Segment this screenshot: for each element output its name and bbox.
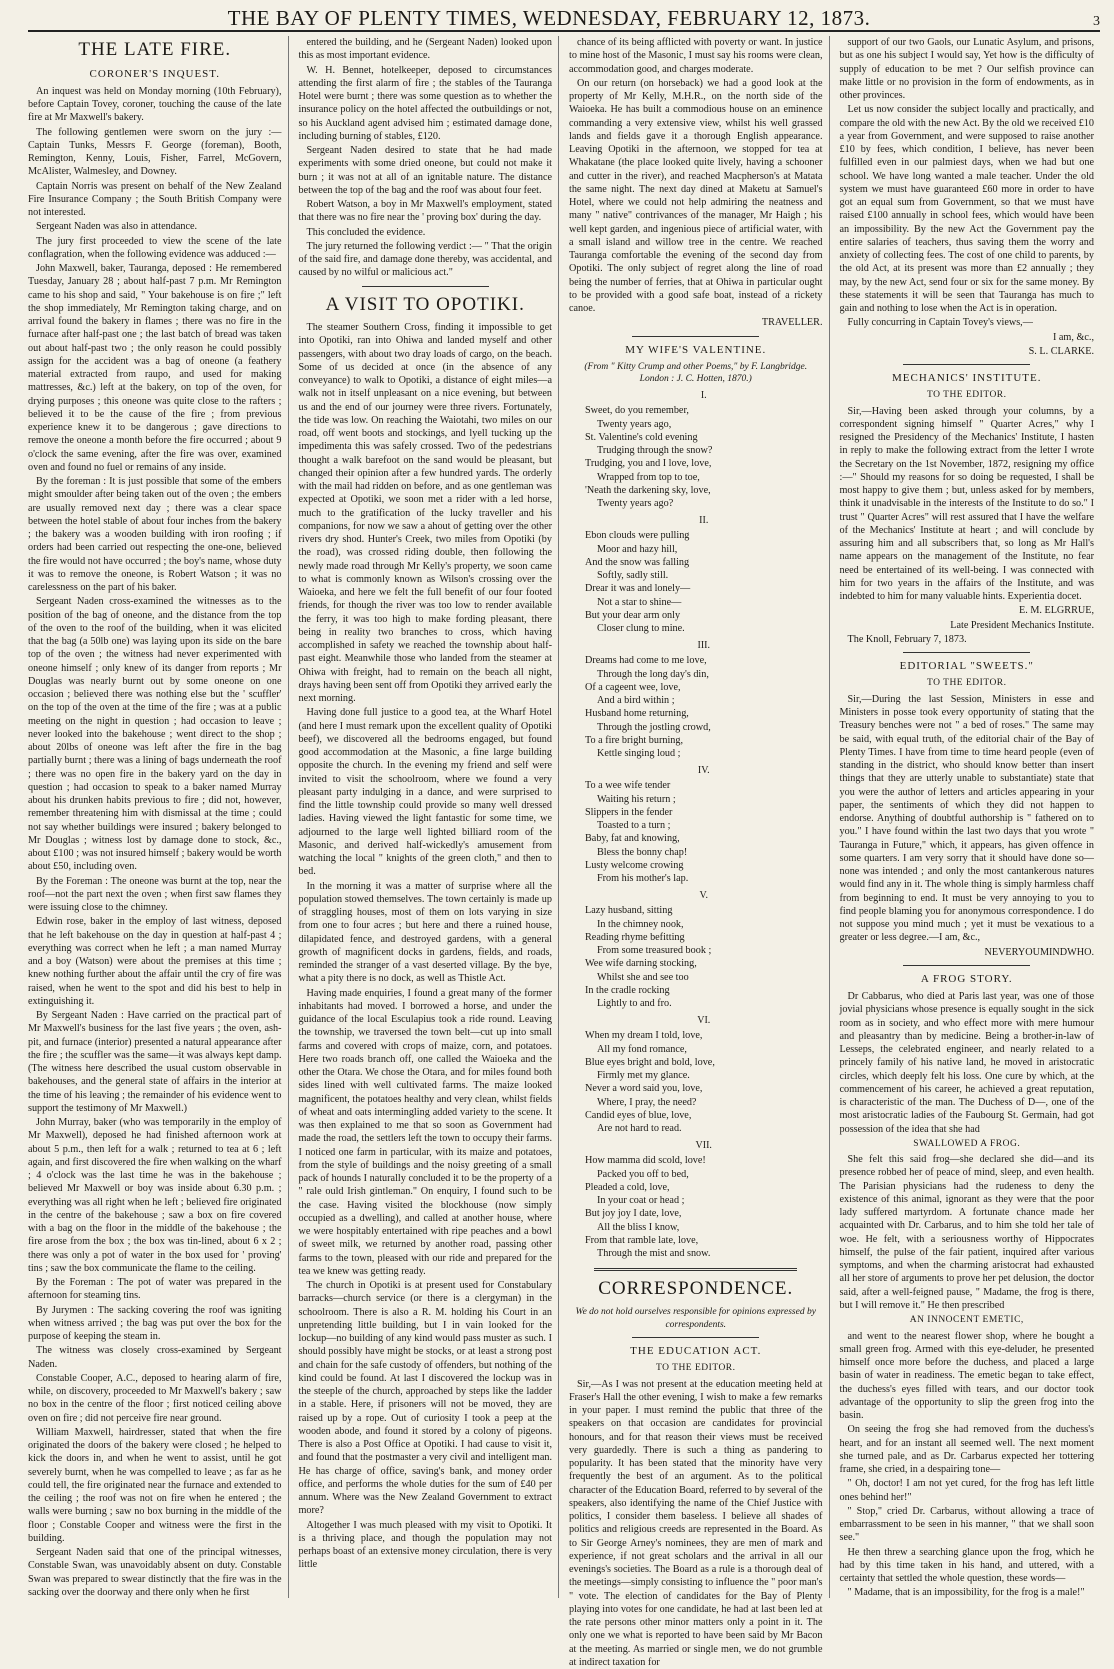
- article-frog-2: [840, 1153, 1095, 1312]
- poem-stanzas: [569, 389, 823, 1260]
- paragraph: The witness was closely cross-examined by Sergeant Naden.: [28, 1344, 282, 1371]
- stanza-number: II.: [585, 514, 823, 527]
- poem-line: Husband home returning,: [585, 707, 823, 720]
- poem-line: Kettle singing loud ;: [585, 747, 823, 760]
- paragraph: Dr Cabbarus, who died at Paris last year, was one of those jovial physicians whose presence is equally sought in the sick room as in society, and who effect more with mere humour and pleasantry than by medicine. Being a brother-in-law of Lesseps, the celebrated engineer, and nearly related to a princely family of his native land, he moved in aristocratic circles, which deeply felt his loss. One cure by which, at the commencement of his career, he achieved a great reputation, is characteristic of the man. The Duchess of D—, one of the most aristocratic ladies of the Faubourg St. Germain, had got possession of the idea that she had: [840, 990, 1095, 1136]
- paragraph: Sir,—Having been asked through your columns, by a correspondent signing himself " Quarter Acres," why I resigned the Presidency of the Mechanics' Institute, I hasten in reply to make the following extract from the letter I wrote the Secretary on the 1st November, 1872, resigning my office :—" Should my reasons for so doing be requested, I shall be most happy to give them ; but, unless asked for by members, think it unadvisable in the interests of the Institute to do so." I trust " Quarter Acres" will rest assured that I have the welfare of the Mechanics' Institute at heart ; and will conclude by assuring him and all subscribers that, so long as Mr Hall's name appears on the management of the Institute, no fear need be entertained of its well-being. I was connected with him for two years in the affairs of the Institute, and was indebted to him for many valuable hints. Experientia docet.: [840, 405, 1095, 604]
- paragraph: " Stop," cried Dr. Carbarus, without allowing a trace of embarrassment to be seen in his manner, " that we shall soon see.": [840, 1505, 1095, 1545]
- article-frog: [840, 990, 1095, 1136]
- headline-correspondence: CORRESPONDENCE.: [569, 1277, 823, 1302]
- poem-line: Sweet, do you remember,: [585, 404, 823, 417]
- paragraph: John Maxwell, baker, Tauranga, deposed : He remembered Tuesday, January 28 ; about half-past 7 p.m. Mr Remington came to his shop and said, " Your bakehouse is on fire ;" left the shop immediately, Mr Remington taking charge, and on arrival found the bakery in flames ; there was no fire in the furnace after half-past one ; the last batch of bread was taken out about half-past two ; the only reason he could possibly assign for the accident was a bag of oneone (a feathery material extracted from raupo, and used for making mattresses, &c.) left at the bakery, on top of the oven, for drying purposes ; this oneone was quite close to the rafters ; believed it to be the cause of the fire ; from previous experience knew it to be dangerous ; gave directions to remove the oneone a month before the fire occurred ; about 9 o'clock the same evening, after the fire was over, examined oven and found no fuel or remains of any inside.: [28, 262, 282, 474]
- poem-line: Trudging, you and I love, love,: [585, 457, 823, 470]
- poem-line: Wrapped from top to toe,: [585, 471, 823, 484]
- divider: [903, 965, 1030, 966]
- headline-late-fire: THE LATE FIRE.: [28, 38, 282, 63]
- poem-line: From some treasured book ;: [585, 944, 823, 957]
- paragraph: chance of its being afflicted with poverty or want. In justice to mine host of the Masonic, I must say his rooms were clean, accommodation good, and charges moderate.: [569, 36, 823, 76]
- column-4: [840, 36, 1101, 1598]
- poem-line: Moor and hazy hill,: [585, 543, 823, 556]
- poem-line: Pleaded a cold, love,: [585, 1181, 823, 1194]
- poem-line: From that ramble late, love,: [585, 1234, 823, 1247]
- poem-line: In the chimney nook,: [585, 918, 823, 931]
- paragraph: The church in Opotiki is at present used for Constabulary barracks—church service (or there is a clergyman) in the schoolroom. There is also a R. M. holding his Court in an unpretending little building, but I in vain looked for the lockup—no building of any kind would pass muster as such. I should possibly have might be stocks, or at least a strong post and chain for the safe custody of offenders, but nothing of the kind could be found. At last I discovered the lockup was in the steeple of the church, approached by steps like the ladder in a stable. Here, if prisoners will not be moved, they are raised up by a rope. Out of curiosity I took a peep at the wooden abode, and found it stored by a colony of pigeons. There is also a Post Office at Opotiki. I had cause to visit it, and found that the postmaster a very civil and intelligent man. He has charge of office, saving's bank, and money order office, and performs the whole duties for the sum of £40 per annum. Where was the New Zealand Government to extract more?: [299, 1279, 553, 1518]
- page-number: 3: [1070, 14, 1100, 30]
- paragraph: Sergeant Naden said that one of the principal witnesses, Constable Swan, was unavoidably absent on duty. Constable Swan was prepared to swear distinctly that the fire was in the sacking over the doorway and there only when he first: [28, 1546, 282, 1599]
- paragraph: John Murray, baker (who was temporarily in the employ of Mr Maxwell), deposed he had finished afternoon work at about 5 p.m., then left for a walk ; returned to tea at 6 ; left again, and first discovered the fire when walking on the wharf ; 4 o'clock was the last time he was in the bakehouse ; believed Mr Maxwell or boy was inside about 6.30 p.m. ; everything was all right when he left ; believed fire originated in the centre of the bakehouse ; saw a box on fire covered with a bag on the floor in the middle of the bakehouse ; the fire arose from the box ; the box was tin-lined, about 6 x 2 ; there was only a pot of water in the box used for ' proving' tins ; saw the box communicate the flame to the ceiling.: [28, 1116, 282, 1275]
- poem-line: Reading rhyme befitting: [585, 931, 823, 944]
- poem-line: From his mother's lap.: [585, 872, 823, 885]
- poem-line: Drear it was and lonely—: [585, 582, 823, 595]
- paragraph: Constable Cooper, A.C., deposed to hearing alarm of fire, while, on discovery, proceeded to Mr Maxwell's bakery ; saw no box in the centre of the floor ; first noticed ceiling above oven on fire ; did not perceive fire near ground.: [28, 1372, 282, 1425]
- headline-valentine: MY WIFE'S VALENTINE.: [569, 343, 823, 357]
- paragraph: On our return (on horseback) we had a good look at the property of Mr Kelly, M.H.R., on the north side of the Waioeka. He has built a commodious house on an eminence commanding a very extensive view, whilst his well grassed lands and fields gave it a thorough English appearance. Leaving Opotiki in the afternoon, we stopped for tea at Whakatane (the place looked quite lively, having a schooner and cutter in the river), and reached Macpherson's at Matata the same night. The next day dined at Maketu at Samuel's Hotel, where we could not help admiring the neatness and many " native" contrivances of the manager, Mr Haigh ; his well kept garden, and ingenious piece of artificial water, with a small island and willow tree in the centre. We reached Tauranga comfortable the evening of the second day from Opotiki. The only subject of regret along the line of road being the number of ferries, that at Ohiwa in particular ought to be provided with a good safe boat, instead of a rickety canoe.: [569, 77, 823, 316]
- poem-line: Whilst she and see too: [585, 971, 823, 984]
- poem-line: Closer clung to mine.: [585, 622, 823, 635]
- poem-line: In your coat or head ;: [585, 1194, 823, 1207]
- to-the-editor: TO THE EDITOR.: [569, 1362, 823, 1374]
- headline-mechanics: MECHANICS' INSTITUTE.: [840, 371, 1095, 385]
- signature-traveller: TRAVELLER.: [569, 316, 823, 329]
- poem-line: To a wee wife tender: [585, 779, 823, 792]
- poem-line: Through the jostling crowd,: [585, 721, 823, 734]
- letter-signoff: I am, &c.,: [840, 331, 1095, 344]
- poem-line: Not a star to shine—: [585, 596, 823, 609]
- article-opotiki-continued: [569, 36, 823, 315]
- divider: [632, 1337, 759, 1338]
- paragraph: In the morning it was a matter of surprise where all the population stowed themselves. The town certainly is made up of straggling houses, most of them on lots varying in size from one to four acres ; but here and there a ruined house, dilapidated fence, and destroyed gardens, with a general growth of magnificent docks in gardens, fields, and roads, reminded the stranger of a vast deserted village. By the bye, what a pity there is no dock, as well as Thistle Act.: [299, 880, 553, 986]
- paragraph: Having made enquiries, I found a great many of the former inhabitants had moved. I borrowed a horse, and under the guidance of the local Esculapius took a ride round. Leaving the township, we traversed the town belt—cut up into small farms and covered with crops of maize, corn, and potatoes. Here two roads branch off, one called the Waioeka and the other the Otara. We chose the Otara, and for miles found both sides lined with well cultivated farms. The maize looked magnificent, the potatoes healthy and very clean, whilst fields of wheat and oats intermingling added variety to the scene. It was then explained to me that so soon as Government had made the road, the settlers left the town to occupy their farms. I noticed one farm in particular, with its maize and potatoes, from the style of buildings and the noisy greeting of a small pack of hounds I naturally concluded it to be the property of a " rale ould Irish gintleman." On enquiry, I found such to be the case. Having visited the blockhouse (now simply occupied as a dwelling), and called at another house, where we were hospitably entertained with ripe peaches and a bowl of sweet milk, we returned by another road, passing other farms to the town, pleased with our ride and prepared for the tea we knew was getting ready.: [299, 987, 553, 1279]
- signature-clarke: S. L. CLARKE.: [840, 345, 1095, 358]
- letter-education-continued: [840, 36, 1095, 330]
- headline-education-act: THE EDUCATION ACT.: [569, 1344, 823, 1358]
- poem-line: Are not hard to read.: [585, 1122, 823, 1135]
- column-1: [28, 36, 289, 1598]
- poem-line: Blue eyes bright and bold, love,: [585, 1056, 823, 1069]
- poem-line: St. Valentine's cold evening: [585, 431, 823, 444]
- signature-sweets: NEVERYOUMINDWHO.: [840, 946, 1095, 959]
- column-3: [569, 36, 830, 1598]
- poem-stanza: [585, 389, 823, 510]
- paragraph: " Madame, that is an impossibility, for the frog is a male!": [840, 1586, 1095, 1599]
- to-the-editor: TO THE EDITOR.: [840, 677, 1095, 689]
- poem-stanza: [585, 1139, 823, 1260]
- poem-line: Softly, sadly still.: [585, 569, 823, 582]
- poem-line: Twenty years ago,: [585, 418, 823, 431]
- poem-line: Where, I pray, the need?: [585, 1096, 823, 1109]
- poem-stanza: [585, 1014, 823, 1135]
- paragraph: Altogether I was much pleased with my visit to Opotiki. It is a thriving place, and though the population may not perhaps boast of an extensive money circulation, there is very little: [299, 1519, 553, 1572]
- poem-line: Dreams had come to me love,: [585, 654, 823, 667]
- divider: [632, 336, 759, 337]
- paragraph: By Sergeant Naden : Have carried on the practical part of Mr Maxwell's business for the last five years ; the oven, ash-pit, and furnace (interior) presented a natural appearance after the fire ; the scuffler was the same—it was always kept damp. (The witness here described the usual custom observable in bakehouses, and the general state of affairs in the interior at the time of his leaving ; the remainder of his evidence went to support the testimony of Mr Maxwell.): [28, 1009, 282, 1115]
- paragraph: entered the building, and he (Sergeant Naden) looked upon this as most important evidence.: [299, 36, 553, 63]
- paragraph: Sergeant Naden was also in attendance.: [28, 220, 282, 233]
- poem-line: All the bliss I know,: [585, 1221, 823, 1234]
- poem-line: Twenty years ago?: [585, 497, 823, 510]
- paragraph: He then threw a searching glance upon the frog, which he had by this time taken in his hand, and uttered, with a certainty that settled the whole question, these words—: [840, 1546, 1095, 1586]
- poem-line: But your dear arm only: [585, 609, 823, 622]
- poem-line: Trudging through the snow?: [585, 444, 823, 457]
- divider: [903, 652, 1030, 653]
- poem-line: Lightly to and fro.: [585, 997, 823, 1010]
- paragraph: By Jurymen : The sacking covering the roof was igniting when witness arrived ; the bag was put over the box for the purpose of keeping the steam in.: [28, 1304, 282, 1344]
- paragraph: This concluded the evidence.: [299, 226, 553, 239]
- paragraph: The jury first proceeded to view the scene of the late conflagration, when the following evidence was adduced :—: [28, 235, 282, 262]
- letter-place-date: The Knoll, February 7, 1873.: [840, 633, 1095, 646]
- paragraph: Having done full justice to a good tea, at the Wharf Hotel (and here I must remark upon the excellent quality of Opotiki beef), we discovered all the bedrooms engaged, but found good accommodation at the Masonic, a fine large building opposite the church. In the evening my friend and self were invited to visit the schoolroom, where we found a very pleasant party indulging in a dance, and were surprised to find the little township could provide so many well dressed ladies. Having viewed the light fantastic for some time, we adjourned to the large well lighted billiard room of the Masonic, and derived half-wickedly's amusement from watching the local " knights of the green cloth," and then to bed.: [299, 706, 553, 878]
- paragraph: Sergeant Naden desired to state that he had made experiments with some dried oneone, but could not make it burn ; it was not at all of an ignitable nature. The distance between the top of the bag and the roof was about four feet.: [299, 144, 553, 197]
- subhead-emetic: AN INNOCENT EMETIC,: [840, 1314, 1095, 1326]
- paragraph: Sergeant Naden cross-examined the witnesses as to the position of the bag of oneone, and the distance from the top of the oven to the roof of the building, when it was elicited that the bag (a 50lb one) was laying upon its side on the bare top of the oven ; the witness had never experimented with oneone himself ; only knew of its danger from reports ; Mr Douglas was nearly burnt out by some oneone on one occasion ; believed there was nothing else but the ' scuffler' on the top of the oven at the time of the fire ; was at a public meeting on the night in question ; had occasion to leave ; never looked into the bakehouse ; went direct to the shop ; about 20lbs of oneone was left after the fire in the bag partially burnt ; there was a lining of bags underneath the roof ; there was no open fire in the bakery yard on the day in question ; had occasion to speak to a baker named Murray about his drunken habits previous to fire ; did not, however, remember threatening him with dismissal at the time ; could not say whether buildings were insured ; bakery belonged to Mr Douglas ; witness lost by damage done to stock, &c., about £100 ; was not insured himself ; bakery would be worth about £50, including oven.: [28, 595, 282, 873]
- poem-line: When my dream I told, love,: [585, 1029, 823, 1042]
- poem-line: Toasted to a turn ;: [585, 819, 823, 832]
- paragraph: W. H. Bennet, hotelkeeper, deposed to circumstances attending the first alarm of fire ; the stables of the Tauranga Hotel were burnt ; there was some question as to whether the insurance policy on the hotel affected the outbuildings or not, so his Auckland agent advised him ; estimated damage done, including burning of stables, £120.: [299, 64, 553, 144]
- poem-line: Baby, fat and knowing,: [585, 832, 823, 845]
- paragraph: and went to the nearest flower shop, where he bought a small green frog. Armed with this eye-deluder, he presented himself once more before the duchess, and placed a large basin of water in readiness. The emetic began to take effect, the duchess's eyes filled with tears, and our doctor took advantage of the opportunity to slip the green frog into the basin.: [840, 1330, 1095, 1423]
- article-frog-3: [840, 1330, 1095, 1600]
- paragraph: Let us now consider the subject locally and practically, and compare the old with the new Act. By the old we received £10 a year from Government, and were supposed to raise another £10 by fees, which condition, I believe, has never been fulfilled even in our palmiest days, when we had but one school. We have long wanted a male teacher. Under the old system we must have guaranteed £60 more in order to have got an equal sum from Government, so that we must have raised £100 annually in school fees, which would have been an impossibility. By the new Act the Government pay the entire salaries of teachers, thus saving them the worry and anxiety of collecting fees. The cost of one child to parents, by the old Act, at its present was more than £2 annually ; they may, by the new Act, send four or six for the same money. By these statements it will be seen that Tauranga has much to gain and nothing to lose when the Act is in operation.: [840, 103, 1095, 315]
- poem-line: 'Neath the darkening sky, love,: [585, 484, 823, 497]
- columns: [28, 36, 1100, 1598]
- to-the-editor: TO THE EDITOR.: [840, 389, 1095, 401]
- article-late-fire-continued: [299, 36, 553, 280]
- poem-line: But joy joy I date, love,: [585, 1207, 823, 1220]
- poem-line: Wee wife darning stocking,: [585, 957, 823, 970]
- article-opotiki: [299, 321, 553, 1572]
- poem-line: Ebon clouds were pulling: [585, 529, 823, 542]
- paragraph: Fully concurring in Captain Tovey's views,—: [840, 316, 1095, 329]
- stanza-number: VI.: [585, 1014, 823, 1027]
- poem-line: And a bird within ;: [585, 694, 823, 707]
- poem-line: In the cradle rocking: [585, 984, 823, 997]
- poem-line: Through the long day's din,: [585, 668, 823, 681]
- stanza-number: VII.: [585, 1139, 823, 1152]
- paragraph: By the Foreman : The pot of water was prepared in the afternoon for steaming tins.: [28, 1276, 282, 1303]
- letter-mechanics: [840, 405, 1095, 604]
- headline-opotiki: A VISIT TO OPOTIKI.: [299, 293, 553, 318]
- poem-line: How mamma did scold, love!: [585, 1154, 823, 1167]
- subhead-inquest: CORONER'S INQUEST.: [28, 67, 282, 81]
- poem-line: Firmly met my glance.: [585, 1069, 823, 1082]
- article-late-fire: [28, 85, 282, 1599]
- paragraph: The following gentlemen were sworn on the jury :—Captain Tunks, Messrs F. George (foreman), Booth, Remington, Kenny, Louis, Fisher, Farrel, McGovern, McAlister, Walmesley, and Downey.: [28, 126, 282, 179]
- column-2: [299, 36, 560, 1598]
- poem-line: Packed you off to bed,: [585, 1168, 823, 1181]
- letter-education: [569, 1378, 823, 1669]
- stanza-number: III.: [585, 639, 823, 652]
- paragraph: Edwin rose, baker in the employ of last witness, deposed that he left bakehouse on the day in question at half-past 4 ; everything was correct when he left ; a man named Murray and a boy (Watson) were about the premises at this time ; knew nothing further about the affair until the cry of fire was raised, when he went to the spot and did his best to help in extinguishing it.: [28, 915, 282, 1008]
- divider: [903, 364, 1030, 365]
- masthead: [28, 6, 1100, 32]
- paragraph: By the Foreman : The oneone was burnt at the top, near the roof—not the part next the oven ; when first saw flames they were issuing close to the chimney.: [28, 875, 282, 915]
- subhead-swallowed-frog: SWALLOWED A FROG.: [840, 1138, 1095, 1150]
- poem-line: To a fire bright burning,: [585, 734, 823, 747]
- poem-line: Waiting his return ;: [585, 793, 823, 806]
- poem-line: Bless the bonny chap!: [585, 846, 823, 859]
- masthead-title: THE BAY OF PLENTY TIMES, WEDNESDAY, FEBRUARY 12, 1873.: [28, 6, 1070, 31]
- divider: [362, 286, 489, 287]
- paragraph: " Oh, doctor! I am not yet cured, for the frog has left little ones behind her!": [840, 1477, 1095, 1504]
- paragraph: The jury returned the following verdict :— " That the origin of the said fire, and damage done thereby, was accidental, and caused by no wilful or malicious act.": [299, 240, 553, 280]
- paragraph: support of our two Gaols, our Lunatic Asylum, and prisons, but as one his subject I would say, Yet how is the difficulty of supply of education to be met ? Our selfish province can make little or no provision in the form of endowments, as in other provinces.: [840, 36, 1095, 102]
- paragraph: On seeing the frog she had removed from the duchess's heart, and for an instant all seemed well. The next moment she turned pale, and as Dr. Carbarus expected her tottering frame, she cried, in a despairing tone—: [840, 1423, 1095, 1476]
- poem-line: Never a word said you, love,: [585, 1082, 823, 1095]
- poem-stanza: [585, 889, 823, 1010]
- paragraph: By the foreman : It is just possible that some of the embers might smoulder after being taken out of the oven ; the embers are usually removed next day ; there was a clear space between the hotel stable of about four inches from the bakery ; the bakery was a wooden building with iron roofing ; if orders had been carried out respecting the one-one, believed the fire would not have occurred ; the boy's name, whose duty it was to remove the oneone, is Robert Watson ; it was no carelessness on the part of his baker.: [28, 475, 282, 594]
- stanza-number: IV.: [585, 764, 823, 777]
- headline-sweets: EDITORIAL "SWEETS.": [840, 659, 1095, 673]
- paragraph: Sir,—As I was not present at the education meeting held at Fraser's Hall the other evening, I wish to make a few remarks in your paper. I must remind the public that three of the speakers on that occasion are candidates for provincial honours, and for that reason their views must be received very guardedly. There is such a thing as pandering to popularity. It has been stated that the minority have very frequently the best of an argument. As to the political character of the Education Board, referred to by several of the speakers, also identifying the name of the Chief Justice with politics, I consider them baseless. I believe all shades of politics and religious creeds are represented in the Board. As to Sir George Arney's nominees, they are men of mark and experience, if not great scholars and the arrival in all our evenings's societies. The Board as a rule is a thorough deal of the meetings—simply consisting to influence the " poor man's " vote. The election of candidates for the Bay of Plenty playing into votes for one candidate, he had at last been led at the rate persons other minor matters only a point in it. The only one we what is reported to have been said by Mr Bacon at the meeting. As married or single men, we do not grumble at indirect taxation for: [569, 1378, 823, 1669]
- paragraph: Sir,—During the last Session, Ministers in esse and Ministers in posse took every opportunity of stating that the Treasury benches were not " a bed of roses." The same may be said, with equal truth, of the editorial chair of the Bay of Plenty Times. I have from time to time heard people (even of standing in the district, who should know better than insert things that they are utterly unable to substantiate) state that you were the author of letters and articles appearing in your paper, the sentiments of which they did not happen to endorse. Anything of doubtful authorship is " fathered on to you." I have found within the last two days that you wrote " Tauranga in Future," which, it appears, has given offence in some quarters. I am very sorry that it should have done so—none was intended ; and only the most cantankerous natures would find any in it. The whole thing is simply harmless chaff from beginning to end. It must be very annoying to you to find people blaming you for anonymous correspondence. I do not suppose you mind much ; yet it must be vexatious to a greater or less degree.—I am, &c.,: [840, 693, 1095, 945]
- signature-mechanics-title: Late President Mechanics Institute.: [840, 619, 1095, 632]
- paragraph: An inquest was held on Monday morning (10th February), before Captain Tovey, coroner, touching the cause of the late fire at Mr Maxwell's bakery.: [28, 85, 282, 125]
- paragraph: The steamer Southern Cross, finding it impossible to get into Opotiki, ran into Ohiwa and landed myself and other passengers, with about two dray loads of cargo, on the beach. Some of us decided at once (in the absence of any conveyance) to walk to Opotiki, a distance of eight miles—a walk not in itself unpleasant on a nice evening, but between us and the end of our journey were three rivers. Fortunately, the tide was low. On reaching the Waiotahi, two miles on our road, off went boots and stockings, and lyell tucking up the impedimenta this was safely crossed. Two of the pedestrians thought a walk barefoot on the sand would be pleasant, but changed their opinion after a few hundred yards. The orderly with the mail had ridden on before, and as one gentleman was expected at Opotiki, we soon met a rider with a led horse, much to the gratification of the lucky traveller and his companions, for now we saw a ahout of getting over the other rivers dry shod. Hunter's Creek, two miles from Opotiki (by the road), was crossed riding double, then following the newly made road through Mr Kelly's property, we soon came to what is commonly known as Wilson's crossing over the Waioeka, and here we felt the full benefit of our four footed friends, for though the river was too low to render available the ferry, it was too high to make fording pleasant, there being in reality two branches to cross, which having accomplished in safety we reached the township about half-past eight. Meanwhile those who landed from the steamer at Ohiwa with freight, had to remain on the beach all night, drays having been sent off from Opotiki they arrived early the next morning.: [299, 321, 553, 705]
- paragraph: Robert Watson, a boy in Mr Maxwell's employment, stated that there was no fire near the ' proving box' during the day.: [299, 198, 553, 225]
- poem-stanza: [585, 514, 823, 635]
- divider: [594, 1268, 797, 1271]
- poem-line: Lusty welcome crowing: [585, 859, 823, 872]
- poem-line: And the snow was falling: [585, 556, 823, 569]
- poem-line: Slippers in the fender: [585, 806, 823, 819]
- poem-line: Lazy husband, sitting: [585, 904, 823, 917]
- stanza-number: I.: [585, 389, 823, 402]
- paragraph: She felt this said frog—she declared she did—and its presence robbed her of peace of mind, sleep, and even health. The Parisian physicians had the rudeness to deny the existence of this animal, ignorant as they were that the poor lady suffered martyrdom. A fortunate chance made her acquainted with Dr. Carbarus, and to him she told her tale of woe. He felt, with a seriousness worthy of Hippocrates himself, the pulse of the fair patient, inquired after various symptoms, and when the charming aristocrat had exhausted all her store of arguments to prove her pet delusion, the doctor said, after a well-feigned pause, " Madame, the frog is there, but I will remove it." He then prescribed: [840, 1153, 1095, 1312]
- poem-stanza: [585, 764, 823, 885]
- stanza-number: V.: [585, 889, 823, 902]
- paragraph: Captain Norris was present on behalf of the New Zealand Fire Insurance Company ; the South British Company were not interested.: [28, 180, 282, 220]
- poem-stanza: [585, 639, 823, 760]
- poem-line: Through the mist and snow.: [585, 1247, 823, 1260]
- poem-line: All my fond romance,: [585, 1043, 823, 1056]
- poem-source: (From " Kitty Crump and other Poems," by F. Langbridge. London : J. C. Hotten, 1870.): [569, 361, 823, 386]
- signature-mechanics: E. M. ELGRRUE,: [840, 604, 1095, 617]
- poem-line: Candid eyes of blue, love,: [585, 1109, 823, 1122]
- letter-sweets: [840, 693, 1095, 945]
- paragraph: William Maxwell, hairdresser, stated that when the fire originated the doors of the bakery were closed ; he helped to kick the doors in, and when he went to assist, until he got severely burnt, when he was compelled to leave ; as far as he could tell, the fire originated near the furnace and extended to the ceiling ; the roof was not on fire when he entered ; the walls were burning ; saw no box burning in the middle of the floor ; Constable Cooper and witness were the first in the building.: [28, 1426, 282, 1545]
- poem-line: Of a cageent wee, love,: [585, 681, 823, 694]
- headline-frog: A FROG STORY.: [840, 972, 1095, 986]
- correspondence-note: We do not hold ourselves responsible for opinions expressed by correspondents.: [569, 1306, 823, 1331]
